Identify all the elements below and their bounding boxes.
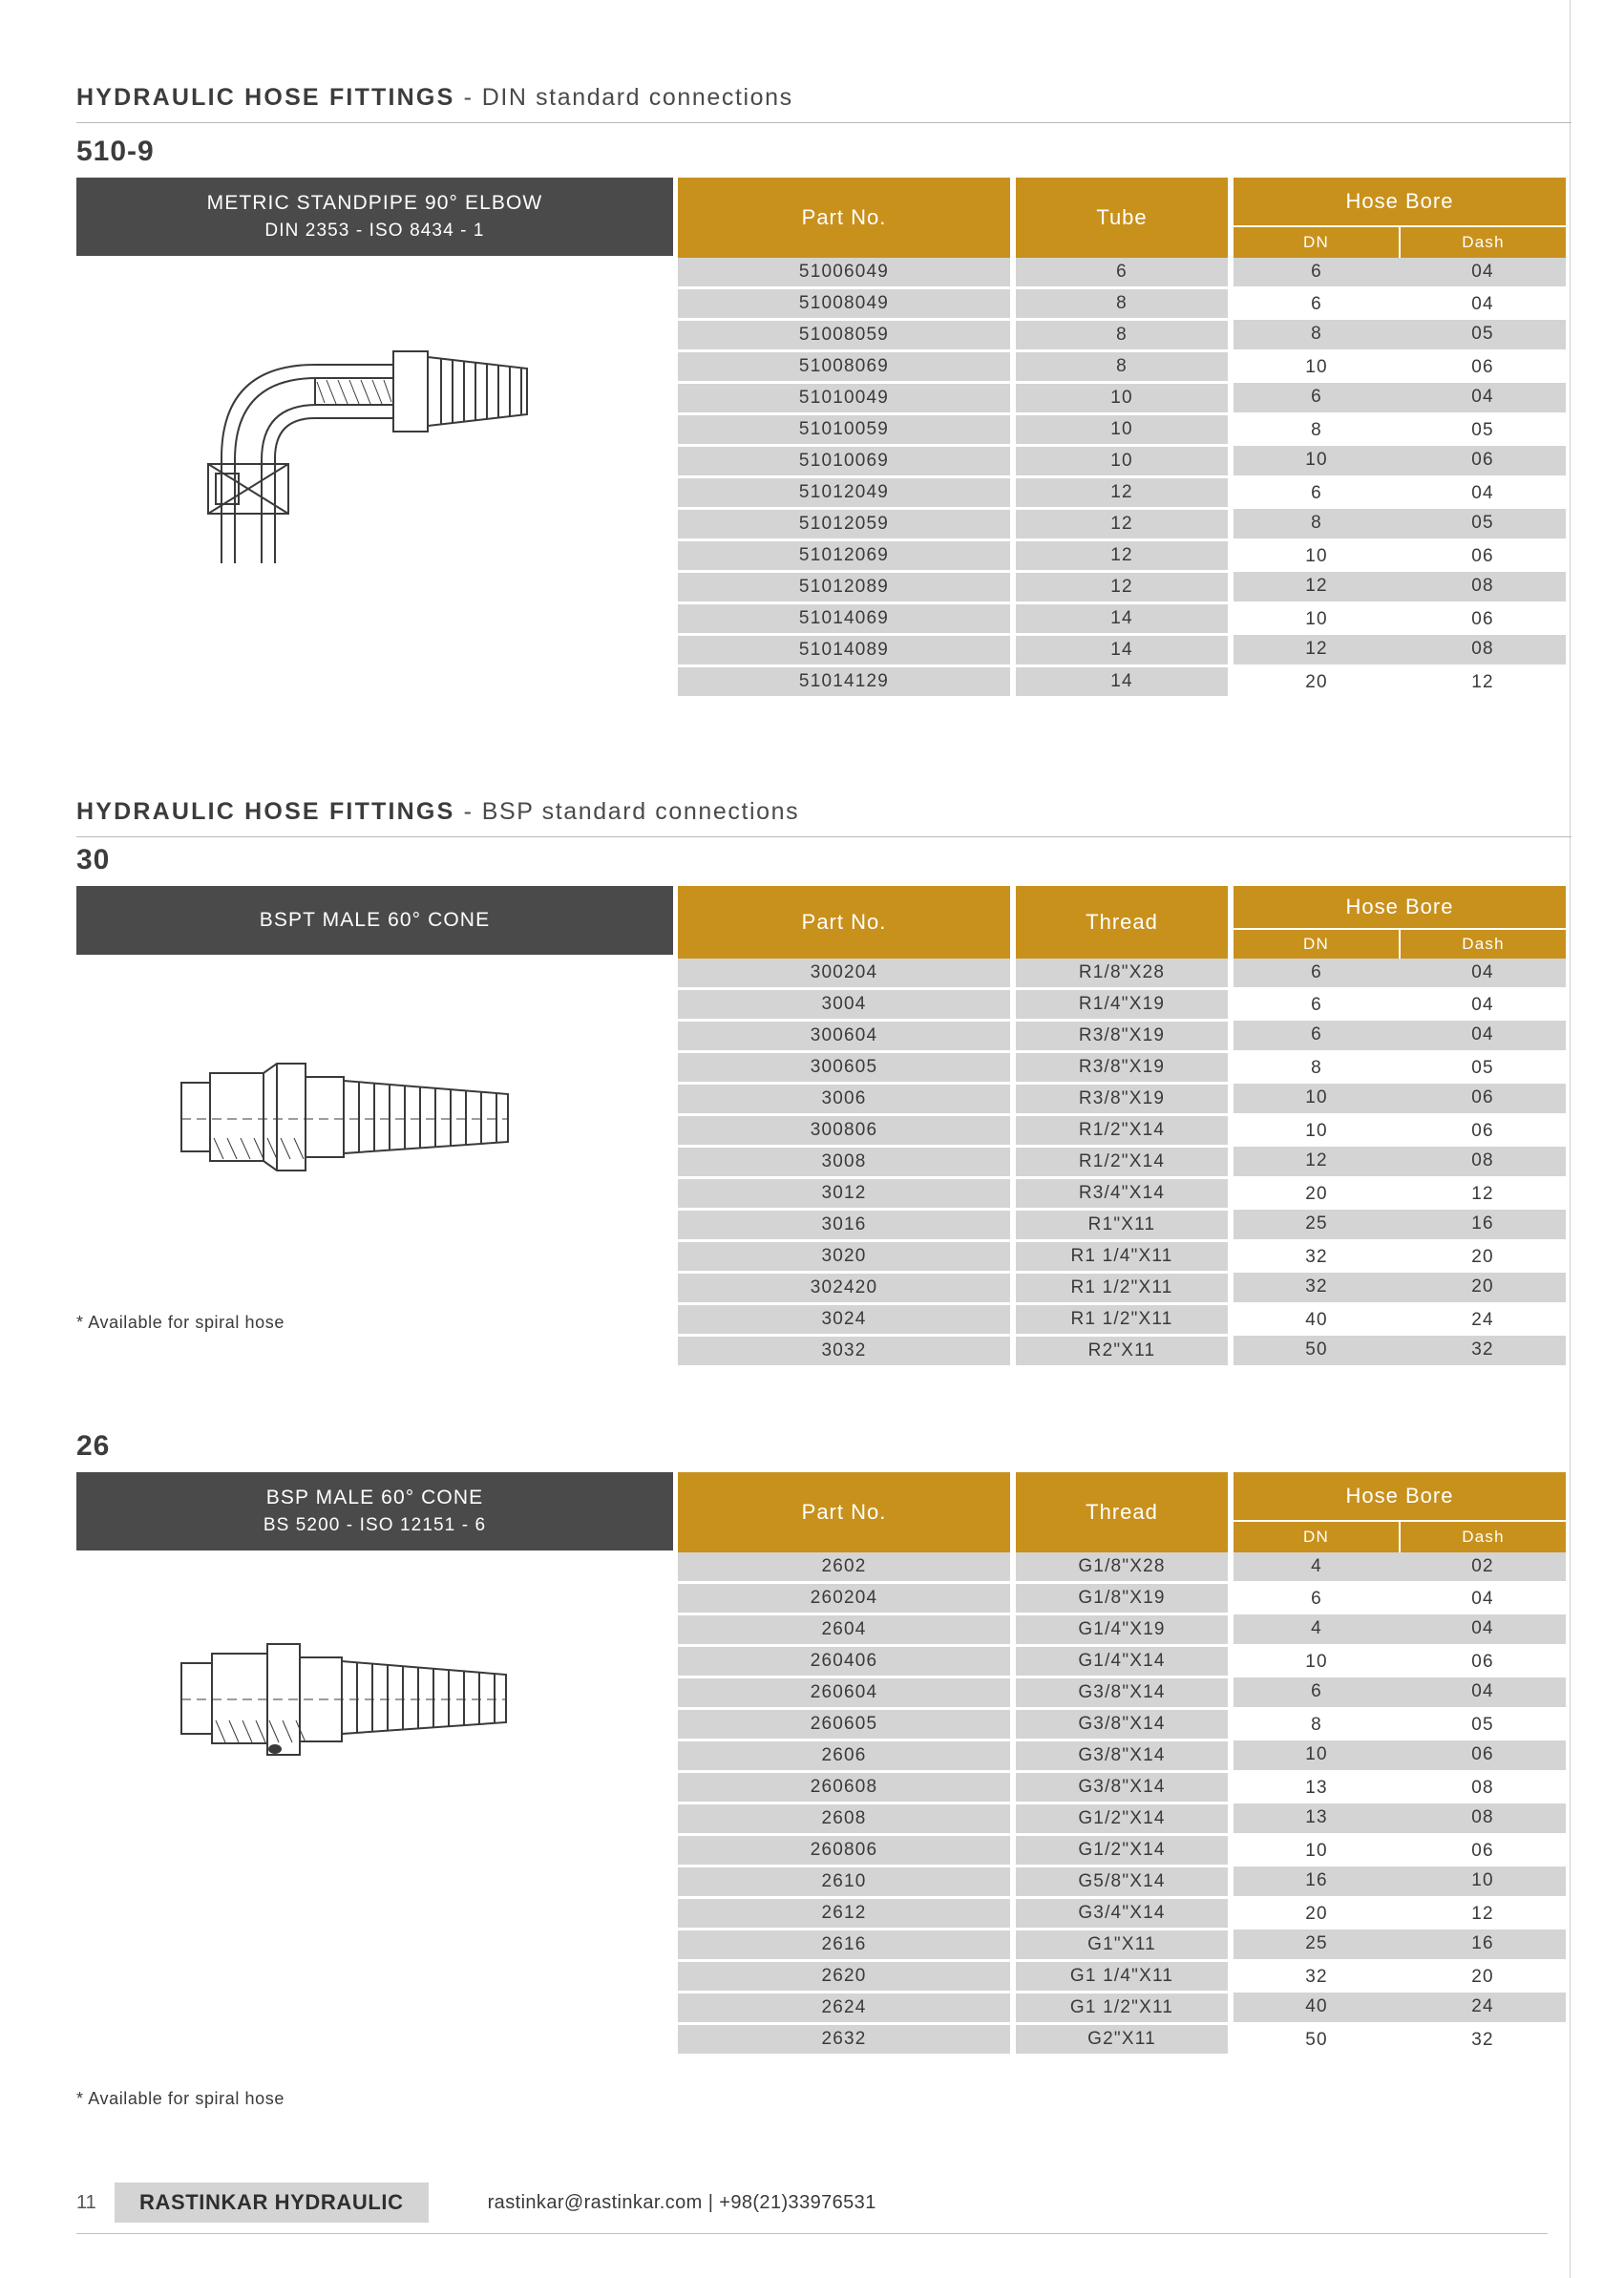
cell-dn: 10 (1234, 1646, 1400, 1677)
bspt-male-cone-figure (172, 1031, 573, 1203)
section-3-product-standard: BS 5200 - ISO 12151 - 6 (263, 1515, 487, 1535)
cell-part: 3032 (678, 1336, 1010, 1367)
cell-dash: 04 (1400, 1583, 1566, 1614)
cell-dash: 20 (1400, 1241, 1566, 1273)
cell-dash: 08 (1400, 572, 1566, 603)
cell-dn: 6 (1234, 1583, 1400, 1614)
cell-dash: 10 (1400, 1867, 1566, 1898)
cell-dn: 32 (1234, 1273, 1400, 1304)
table-row (678, 1052, 1566, 1084)
page-footer (76, 2183, 1548, 2223)
table-row (678, 1336, 1566, 1367)
cell-dn: 20 (1234, 1178, 1400, 1210)
cell-part: 51010049 (678, 383, 1010, 414)
cell-part: 260605 (678, 1709, 1010, 1740)
cell-part: 260604 (678, 1677, 1010, 1709)
cell-part: 260806 (678, 1835, 1010, 1867)
cell-part: 2606 (678, 1740, 1010, 1772)
section-2-table-wrap (678, 886, 1566, 1368)
cell-mid: G1/2"X14 (1016, 1835, 1228, 1867)
section-1-product-title: METRIC STANDPIPE 90° ELBOW (206, 192, 543, 214)
cell-dash: 16 (1400, 1210, 1566, 1241)
cell-part: 2632 (678, 2024, 1010, 2056)
section-3-col-group: Hose Bore (1234, 1472, 1566, 1521)
cell-part: 51014069 (678, 603, 1010, 635)
table-row (678, 1084, 1566, 1115)
table-row (678, 414, 1566, 446)
cell-dn: 12 (1234, 572, 1400, 603)
page-number: 11 (76, 2191, 96, 2213)
cell-mid: 12 (1016, 540, 1228, 572)
cell-mid: G3/8"X14 (1016, 1740, 1228, 1772)
table-row (678, 1709, 1566, 1740)
cell-part: 51012089 (678, 572, 1010, 603)
cell-part: 3016 (678, 1210, 1010, 1241)
table-row (678, 1961, 1566, 1993)
section-3-col-dn: DN (1234, 1521, 1400, 1552)
cell-mid: R1 1/4"X11 (1016, 1241, 1228, 1273)
table-row (678, 1677, 1566, 1709)
page-side-rule (1570, 0, 1571, 2278)
table-row (678, 1898, 1566, 1930)
cell-dn: 8 (1234, 1709, 1400, 1740)
cell-dn: 32 (1234, 1961, 1400, 1993)
table-row (678, 477, 1566, 509)
cell-dash: 04 (1400, 1614, 1566, 1646)
cell-part: 302420 (678, 1273, 1010, 1304)
table-row (678, 1614, 1566, 1646)
cell-part: 2610 (678, 1867, 1010, 1898)
cell-part: 51008049 (678, 288, 1010, 320)
section-3-tbody (678, 1552, 1566, 2056)
cell-part: 300604 (678, 1021, 1010, 1052)
cell-dash: 08 (1400, 1772, 1566, 1803)
cell-dn: 20 (1234, 666, 1400, 698)
footer-rule (76, 2233, 1548, 2234)
cell-dn: 10 (1234, 1740, 1400, 1772)
cell-dash: 04 (1400, 959, 1566, 989)
section-1-heading-light: DIN standard connections (481, 84, 793, 111)
table-row (678, 2024, 1566, 2056)
section-1-col-group: Hose Bore (1234, 178, 1566, 226)
cell-part: 2620 (678, 1961, 1010, 1993)
cell-dash: 12 (1400, 666, 1566, 698)
section-1-heading-bold: HYDRAULIC HOSE FITTINGS (76, 84, 455, 111)
cell-part: 260608 (678, 1772, 1010, 1803)
cell-dn: 8 (1234, 320, 1400, 351)
table-row (678, 1803, 1566, 1835)
section-3-table (678, 1472, 1566, 2057)
cell-mid: R1/2"X14 (1016, 1115, 1228, 1147)
cell-mid: G3/8"X14 (1016, 1677, 1228, 1709)
table-row (678, 1772, 1566, 1803)
table-row (678, 1552, 1566, 1583)
cell-dash: 12 (1400, 1898, 1566, 1930)
cell-part: 51008059 (678, 320, 1010, 351)
brand-name: RASTINKAR HYDRAULIC (115, 2183, 429, 2223)
table-row (678, 1021, 1566, 1052)
cell-dash: 06 (1400, 1835, 1566, 1867)
table-row (678, 288, 1566, 320)
cell-dash: 12 (1400, 1178, 1566, 1210)
cell-dash: 04 (1400, 1021, 1566, 1052)
cell-part: 300204 (678, 959, 1010, 989)
elbow-fitting-figure (172, 277, 573, 563)
section-3-col-part: Part No. (678, 1472, 1010, 1552)
cell-dn: 20 (1234, 1898, 1400, 1930)
cell-dn: 10 (1234, 1115, 1400, 1147)
section-2-col-dash: Dash (1400, 929, 1566, 959)
cell-dash: 08 (1400, 1803, 1566, 1835)
cell-part: 3004 (678, 989, 1010, 1021)
section-1-col-dash: Dash (1400, 226, 1566, 258)
cell-part: 3024 (678, 1304, 1010, 1336)
cell-mid: 14 (1016, 635, 1228, 666)
cell-part: 2604 (678, 1614, 1010, 1646)
cell-mid: G1/8"X28 (1016, 1552, 1228, 1583)
cell-mid: R3/8"X19 (1016, 1052, 1228, 1084)
table-row (678, 1147, 1566, 1178)
table-row (678, 320, 1566, 351)
cell-dn: 6 (1234, 258, 1400, 288)
cell-dash: 04 (1400, 477, 1566, 509)
cell-dash: 04 (1400, 1677, 1566, 1709)
cell-dn: 10 (1234, 603, 1400, 635)
table-row (678, 540, 1566, 572)
cell-mid: 14 (1016, 666, 1228, 698)
cell-mid: 12 (1016, 572, 1228, 603)
section-1-table-wrap (678, 178, 1566, 699)
cell-dash: 06 (1400, 540, 1566, 572)
cell-dn: 8 (1234, 414, 1400, 446)
section-2-product-box (76, 886, 673, 955)
cell-part: 3012 (678, 1178, 1010, 1210)
cell-dash: 20 (1400, 1961, 1566, 1993)
table-row (678, 1930, 1566, 1961)
section-1-underline (76, 122, 1571, 123)
table-row (678, 1740, 1566, 1772)
cell-dn: 12 (1234, 635, 1400, 666)
cell-mid: G2"X11 (1016, 2024, 1228, 2056)
table-row (678, 666, 1566, 698)
cell-mid: G1/2"X14 (1016, 1803, 1228, 1835)
table-row (678, 258, 1566, 288)
cell-part: 51008069 (678, 351, 1010, 383)
cell-dash: 06 (1400, 1115, 1566, 1147)
table-row (678, 1210, 1566, 1241)
cell-mid: 10 (1016, 414, 1228, 446)
cell-dn: 13 (1234, 1803, 1400, 1835)
cell-dn: 8 (1234, 1052, 1400, 1084)
table-row (678, 1646, 1566, 1677)
cell-part: 2608 (678, 1803, 1010, 1835)
cell-part: 2624 (678, 1993, 1010, 2024)
cell-dash: 05 (1400, 320, 1566, 351)
cell-mid: G1 1/2"X11 (1016, 1993, 1228, 2024)
section-2-heading (76, 798, 1566, 826)
cell-mid: R2"X11 (1016, 1336, 1228, 1367)
cell-mid: 10 (1016, 446, 1228, 477)
cell-part: 260406 (678, 1646, 1010, 1677)
cell-dash: 05 (1400, 414, 1566, 446)
cell-part: 2612 (678, 1898, 1010, 1930)
cell-mid: G1/4"X19 (1016, 1614, 1228, 1646)
cell-dash: 06 (1400, 1084, 1566, 1115)
section-2-heading-dash: - (463, 798, 474, 825)
section-2-col-part: Part No. (678, 886, 1010, 959)
cell-dn: 10 (1234, 540, 1400, 572)
section-1-code: 510-9 (76, 136, 155, 167)
cell-dash: 06 (1400, 1740, 1566, 1772)
cell-dn: 6 (1234, 1021, 1400, 1052)
cell-mid: R1 1/2"X11 (1016, 1304, 1228, 1336)
cell-part: 2602 (678, 1552, 1010, 1583)
table-row (678, 959, 1566, 989)
cell-mid: G3/8"X14 (1016, 1772, 1228, 1803)
cell-mid: R1/8"X28 (1016, 959, 1228, 989)
table-row (678, 1304, 1566, 1336)
cell-dn: 25 (1234, 1210, 1400, 1241)
table-row (678, 989, 1566, 1021)
section-1-product-standard: DIN 2353 - ISO 8434 - 1 (264, 221, 485, 241)
cell-part: 300605 (678, 1052, 1010, 1084)
cell-part: 51006049 (678, 258, 1010, 288)
cell-dn: 4 (1234, 1614, 1400, 1646)
cell-part: 51012069 (678, 540, 1010, 572)
section-2-note: * Available for spiral hose (76, 1313, 285, 1332)
table-row (678, 1273, 1566, 1304)
table-row (678, 603, 1566, 635)
cell-dn: 10 (1234, 1835, 1400, 1867)
section-2-underline (76, 836, 1571, 837)
cell-mid: 8 (1016, 320, 1228, 351)
cell-dash: 04 (1400, 288, 1566, 320)
cell-mid: 12 (1016, 509, 1228, 540)
section-2-code: 30 (76, 844, 111, 875)
cell-part: 51012049 (678, 477, 1010, 509)
cell-dash: 08 (1400, 1147, 1566, 1178)
cell-dash: 02 (1400, 1552, 1566, 1583)
section-1-col-dn: DN (1234, 226, 1400, 258)
table-row (678, 509, 1566, 540)
cell-dn: 32 (1234, 1241, 1400, 1273)
section-2-heading-light: BSP standard connections (481, 798, 800, 825)
cell-dn: 6 (1234, 477, 1400, 509)
section-1-product-box (76, 178, 673, 256)
section-3-table-wrap (678, 1472, 1566, 2057)
section-3-code: 26 (76, 1430, 111, 1462)
cell-mid: 8 (1016, 351, 1228, 383)
section-1-col-middle: Tube (1016, 178, 1228, 258)
cell-mid: R1/2"X14 (1016, 1147, 1228, 1178)
section-3-product-box (76, 1472, 673, 1550)
cell-mid: R3/8"X19 (1016, 1021, 1228, 1052)
cell-mid: 6 (1016, 258, 1228, 288)
cell-part: 3006 (678, 1084, 1010, 1115)
cell-dash: 05 (1400, 509, 1566, 540)
cell-part: 260204 (678, 1583, 1010, 1614)
cell-dn: 50 (1234, 1336, 1400, 1367)
cell-mid: G1/8"X19 (1016, 1583, 1228, 1614)
cell-part: 300806 (678, 1115, 1010, 1147)
section-2-product-title: BSPT MALE 60° CONE (259, 909, 491, 931)
section-2-col-dn: DN (1234, 929, 1400, 959)
cell-dash: 06 (1400, 351, 1566, 383)
table-row (678, 635, 1566, 666)
table-row (678, 1835, 1566, 1867)
table-row (678, 351, 1566, 383)
cell-dn: 10 (1234, 351, 1400, 383)
section-1-table (678, 178, 1566, 699)
section-1-heading (76, 84, 1566, 112)
section-2-heading-bold: HYDRAULIC HOSE FITTINGS (76, 798, 455, 825)
section-3-col-middle: Thread (1016, 1472, 1228, 1552)
cell-dash: 06 (1400, 1646, 1566, 1677)
cell-dn: 4 (1234, 1552, 1400, 1583)
cell-dn: 13 (1234, 1772, 1400, 1803)
table-row (678, 1241, 1566, 1273)
cell-mid: 8 (1016, 288, 1228, 320)
cell-dash: 05 (1400, 1052, 1566, 1084)
cell-part: 51010069 (678, 446, 1010, 477)
cell-dn: 10 (1234, 446, 1400, 477)
cell-dash: 24 (1400, 1304, 1566, 1336)
section-1-tbody (678, 258, 1566, 698)
cell-dash: 16 (1400, 1930, 1566, 1961)
cell-mid: 10 (1016, 383, 1228, 414)
cell-dash: 04 (1400, 258, 1566, 288)
section-3-note: * Available for spiral hose (76, 2089, 285, 2108)
cell-mid: G1"X11 (1016, 1930, 1228, 1961)
cell-dn: 12 (1234, 1147, 1400, 1178)
cell-dn: 10 (1234, 1084, 1400, 1115)
cell-mid: R3/4"X14 (1016, 1178, 1228, 1210)
table-row (678, 1583, 1566, 1614)
cell-part: 51014129 (678, 666, 1010, 698)
cell-part: 51010059 (678, 414, 1010, 446)
table-row (678, 1178, 1566, 1210)
cell-dash: 08 (1400, 635, 1566, 666)
cell-dash: 06 (1400, 603, 1566, 635)
cell-part: 2616 (678, 1930, 1010, 1961)
cell-dn: 16 (1234, 1867, 1400, 1898)
cell-part: 3020 (678, 1241, 1010, 1273)
section-1-heading-dash: - (463, 84, 474, 111)
table-row (678, 383, 1566, 414)
cell-part: 3008 (678, 1147, 1010, 1178)
table-row (678, 1867, 1566, 1898)
cell-mid: G5/8"X14 (1016, 1867, 1228, 1898)
section-2-table (678, 886, 1566, 1368)
bsp-male-cone-figure (172, 1604, 573, 1795)
section-3-product-title: BSP MALE 60° CONE (265, 1487, 484, 1508)
cell-dash: 04 (1400, 383, 1566, 414)
cell-mid: R1/4"X19 (1016, 989, 1228, 1021)
cell-dash: 06 (1400, 446, 1566, 477)
cell-dash: 32 (1400, 2024, 1566, 2056)
cell-dn: 25 (1234, 1930, 1400, 1961)
section-1-col-part: Part No. (678, 178, 1010, 258)
contact-info: rastinkar@rastinkar.com | +98(21)33976531 (487, 2191, 876, 2213)
cell-dash: 20 (1400, 1273, 1566, 1304)
cell-mid: R3/8"X19 (1016, 1084, 1228, 1115)
cell-mid: G3/4"X14 (1016, 1898, 1228, 1930)
cell-mid: R1"X11 (1016, 1210, 1228, 1241)
cell-mid: G1 1/4"X11 (1016, 1961, 1228, 1993)
cell-dn: 6 (1234, 959, 1400, 989)
cell-mid: R1 1/2"X11 (1016, 1273, 1228, 1304)
cell-dn: 6 (1234, 989, 1400, 1021)
cell-dash: 04 (1400, 989, 1566, 1021)
cell-dn: 8 (1234, 509, 1400, 540)
cell-mid: G1/4"X14 (1016, 1646, 1228, 1677)
cell-dash: 32 (1400, 1336, 1566, 1367)
cell-dash: 24 (1400, 1993, 1566, 2024)
cell-mid: G3/8"X14 (1016, 1709, 1228, 1740)
table-row (678, 1993, 1566, 2024)
cell-mid: 14 (1016, 603, 1228, 635)
cell-dn: 40 (1234, 1993, 1400, 2024)
table-row (678, 446, 1566, 477)
section-2-col-middle: Thread (1016, 886, 1228, 959)
cell-dn: 6 (1234, 288, 1400, 320)
cell-dn: 50 (1234, 2024, 1400, 2056)
cell-part: 51014089 (678, 635, 1010, 666)
cell-dn: 6 (1234, 383, 1400, 414)
cell-dn: 6 (1234, 1677, 1400, 1709)
section-2-col-group: Hose Bore (1234, 886, 1566, 929)
cell-part: 51012059 (678, 509, 1010, 540)
section-3-col-dash: Dash (1400, 1521, 1566, 1552)
cell-dash: 05 (1400, 1709, 1566, 1740)
table-row (678, 1115, 1566, 1147)
table-row (678, 572, 1566, 603)
cell-dn: 40 (1234, 1304, 1400, 1336)
section-2-tbody (678, 959, 1566, 1367)
cell-mid: 12 (1016, 477, 1228, 509)
